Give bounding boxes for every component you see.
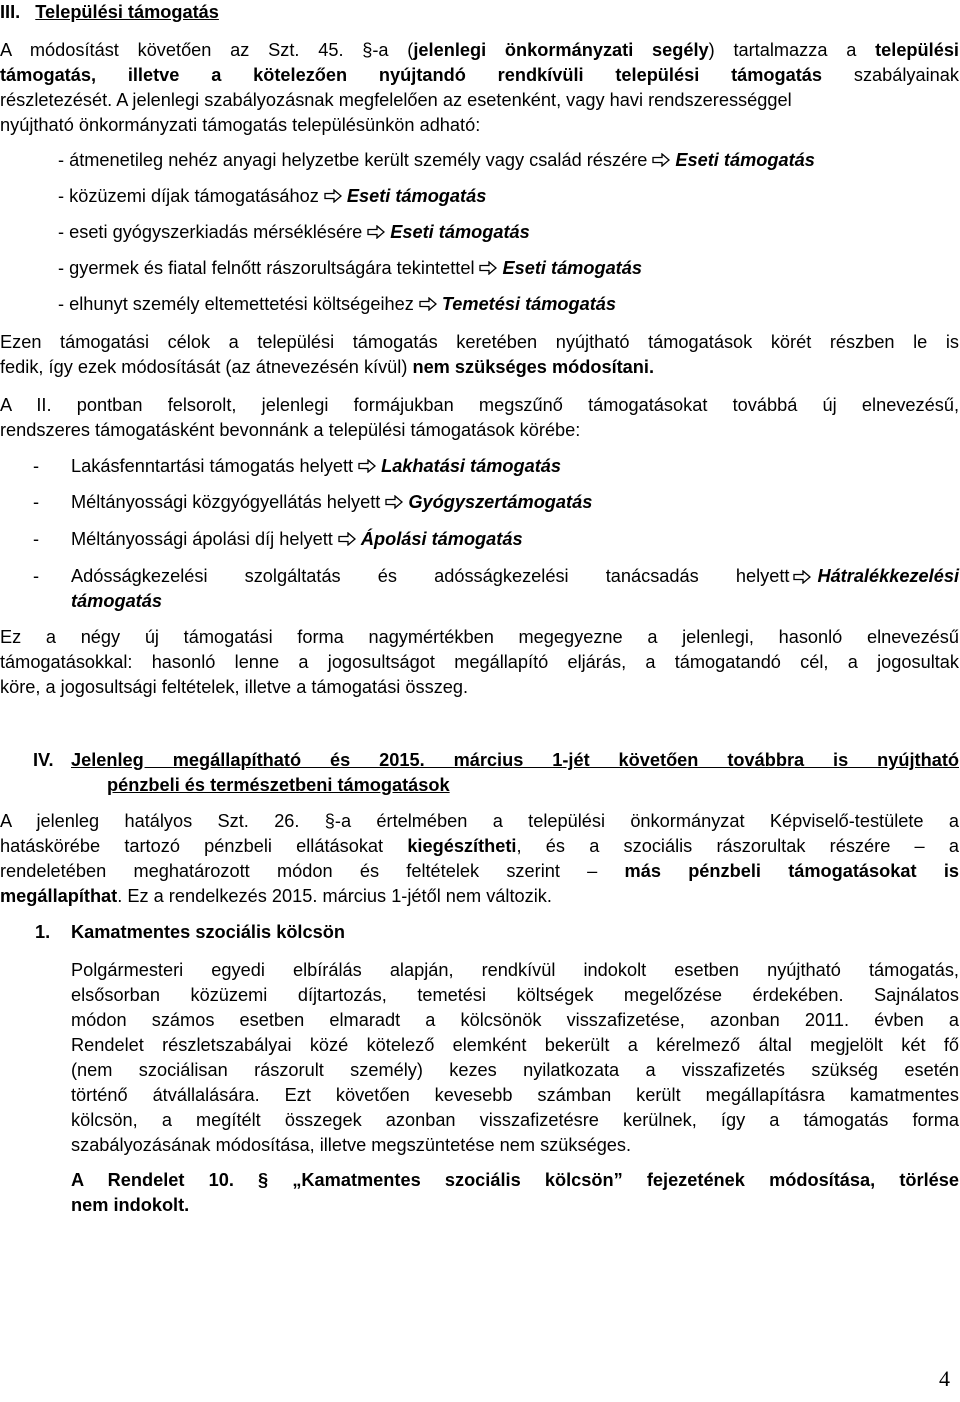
paragraph-line	[0, 884, 552, 909]
list-item-text: Adósságkezelési szolgáltatás és adósságkezelési tanácsadás helyett	[71, 566, 790, 586]
list-dash: -	[33, 456, 40, 476]
bold-run: települési	[875, 40, 959, 60]
section-iii-heading	[0, 0, 219, 25]
list-item-target: Eseti támogatás	[502, 258, 642, 278]
paragraph-line: kölcsön, a megítélt összegek azonban visszafizetésre kerülnek, így a támogatás forma	[71, 1110, 959, 1130]
text-run: §-a (	[362, 40, 414, 60]
paragraph-line: A II. pontban felsorolt, jelenlegi formájukban megszűnő támogatásokat továbbá új elnevezésű,	[0, 395, 959, 415]
list-item-target: Eseti támogatás	[390, 222, 530, 242]
paragraph-line: Ez a négy új támogatási forma nagymértékben megegyezne a jelenlegi, hasonló elnevezésű	[0, 627, 959, 647]
text-run: . Ez a rendelkezés 2015. március 1-jétől nem változik.	[117, 886, 552, 906]
list-dash: -	[33, 566, 40, 586]
list-item-text: - átmenetileg nehéz anyagi helyzetbe került személy vagy család részére	[58, 150, 648, 170]
list-item-text: Méltányossági közgyógyellátás helyett	[71, 492, 381, 512]
paragraph-line: módon számos esetben elmaradt a kölcsönök visszafizetése, azonban 2011. évben a	[71, 1010, 959, 1030]
list-item	[71, 490, 592, 515]
list-item-target: Hátralékkezelési	[817, 566, 959, 586]
list-item	[71, 527, 523, 552]
paragraph-line: részletezését. A jelenlegi szabályozásnak megfelelően az esetenként, vagy havi rendszerességgel	[0, 90, 792, 110]
list-item-target-continued: támogatás	[71, 591, 162, 611]
section-number: III.	[0, 2, 21, 22]
arrow-right-icon	[652, 153, 670, 167]
paragraph-line: nyújtható önkormányzati támogatás településünkön adható:	[0, 115, 481, 135]
section-title: Települési támogatás	[35, 2, 219, 22]
list-item-text: - elhunyt személy eltemettetési költségeihez	[58, 294, 414, 314]
paragraph-line	[0, 355, 654, 380]
paragraph-line: A jelenleg hatályos Szt. 26. §-a értelmében a települési önkormányzat Képviselő-testülete a	[0, 811, 959, 831]
list-item-target: Eseti támogatás	[346, 186, 487, 206]
list-dash: -	[33, 529, 40, 549]
paragraph-line: köre, a jogosultsági feltételek, illetve a támogatási összeg.	[0, 677, 469, 697]
arrow-right-icon	[324, 189, 342, 203]
text-run: szabályainak	[822, 65, 960, 85]
list-item	[58, 256, 642, 281]
paragraph-line	[0, 859, 959, 884]
text-run: ) tartalmazza a	[708, 40, 876, 60]
text-run: hatáskörébe tartozó pénzbeli ellátásokat	[0, 836, 408, 856]
list-item	[71, 454, 561, 479]
paragraph-line: rendszeres támogatásként bevonnánk a települési támogatások körébe:	[0, 420, 581, 440]
bold-run: nem szükséges módosítani.	[412, 357, 655, 377]
conclusion-line: A Rendelet 10. § „Kamatmentes szociális kölcsön” fejezetének módosítása, törlése	[71, 1170, 959, 1190]
list-item-target: Lakhatási támogatás	[381, 456, 561, 476]
paragraph-line: szabályozásának módosítása, illetve megszüntetése nem szükséges.	[71, 1135, 632, 1155]
bold-run: más pénzbeli támogatásokat is	[624, 861, 959, 881]
text-run: A módosítást követően az Szt. 45.	[0, 40, 363, 60]
list-item-text: - eseti gyógyszerkiadás mérséklésére	[58, 222, 363, 242]
text-run: fedik, így ezek módosítását (az átnevezésén kívül)	[0, 357, 413, 377]
paragraph-line: Polgármesteri egyedi elbírálás alapján, rendkívül indokolt esetben nyújtható támogatás,	[71, 960, 959, 980]
list-item	[71, 564, 959, 589]
list-item	[58, 220, 530, 245]
paragraph-line	[0, 834, 959, 859]
paragraph-line: Rendelet részletszabályai közé kötelező elemként bekerült a kérelmező által megjelölt két fő	[71, 1035, 959, 1055]
list-item-text: - gyermek és fiatal felnőtt rászorultságára tekintettel	[58, 258, 475, 278]
text-run: , és a szociális rászorultak részére – a	[516, 836, 959, 856]
subsection-number: 1.	[35, 922, 51, 942]
paragraph-line: Ezen támogatási célok a települési támogatás keretében nyújtható támogatások körét részben le is	[0, 332, 959, 352]
list-item	[58, 292, 616, 317]
section-title: Jelenleg megállapítható és 2015. március 1-jét követően továbbra is nyújtható	[71, 750, 959, 770]
section-number: IV.	[33, 750, 54, 770]
bold-run: támogatás, illetve a kötelezően nyújtandó rendkívüli települési támogatás	[0, 65, 823, 85]
arrow-right-icon	[338, 532, 356, 546]
list-item-text: - közüzemi díjak támogatásához	[58, 186, 319, 206]
list-item	[58, 148, 815, 173]
arrow-right-icon	[358, 459, 376, 473]
page-number: 4	[939, 1366, 950, 1391]
bold-run: kiegészítheti	[407, 836, 517, 856]
arrow-right-icon	[419, 297, 437, 311]
conclusion-line: nem indokolt.	[71, 1195, 190, 1215]
bold-run: jelenlegi önkormányzati segély	[413, 40, 709, 60]
list-item-target: Gyógyszertámogatás	[408, 492, 593, 512]
list-dash: -	[33, 492, 40, 512]
paragraph-line: elsősorban közüzemi díjtartozás, temetési költségek megelőzése érdekében. Sajnálatos	[71, 985, 959, 1005]
list-item-target: Temetési támogatás	[441, 294, 617, 314]
arrow-right-icon	[793, 570, 811, 584]
section-title-continued: pénzbeli és természetbeni támogatások	[107, 775, 450, 795]
arrow-right-icon	[367, 225, 385, 239]
subsection-body	[71, 958, 959, 1158]
paragraph-line	[0, 38, 959, 63]
bold-run: megállapíthat	[0, 886, 118, 906]
paragraph-line: történő átvállalására. Ezt követően kevesebb számban került megállapításra kamatmentes	[71, 1085, 959, 1105]
list-item-target: Ápolási támogatás	[360, 529, 523, 549]
subsection-title: Kamatmentes szociális kölcsön	[71, 922, 345, 942]
arrow-right-icon	[385, 495, 403, 509]
list-item-text: Lakásfenntartási támogatás helyett	[71, 456, 354, 476]
paragraph-line: támogatásokkal: hasonló lenne a jogosultságot megállapító eljárás, a támogatandó cél, a jogosultak	[0, 652, 959, 672]
arrow-right-icon	[479, 261, 497, 275]
list-item	[58, 184, 486, 209]
paragraph-line	[0, 63, 959, 88]
text-run: rendeletében meghatározott módon és feltételek szerint –	[0, 861, 625, 881]
list-item-target: Eseti támogatás	[675, 150, 815, 170]
list-item-text: Méltányossági ápolási díj helyett	[71, 529, 333, 549]
paragraph-line: (nem szociálisan rászorult személy) kezes nyilatkozata a visszafizetés szükség esetén	[71, 1060, 959, 1080]
